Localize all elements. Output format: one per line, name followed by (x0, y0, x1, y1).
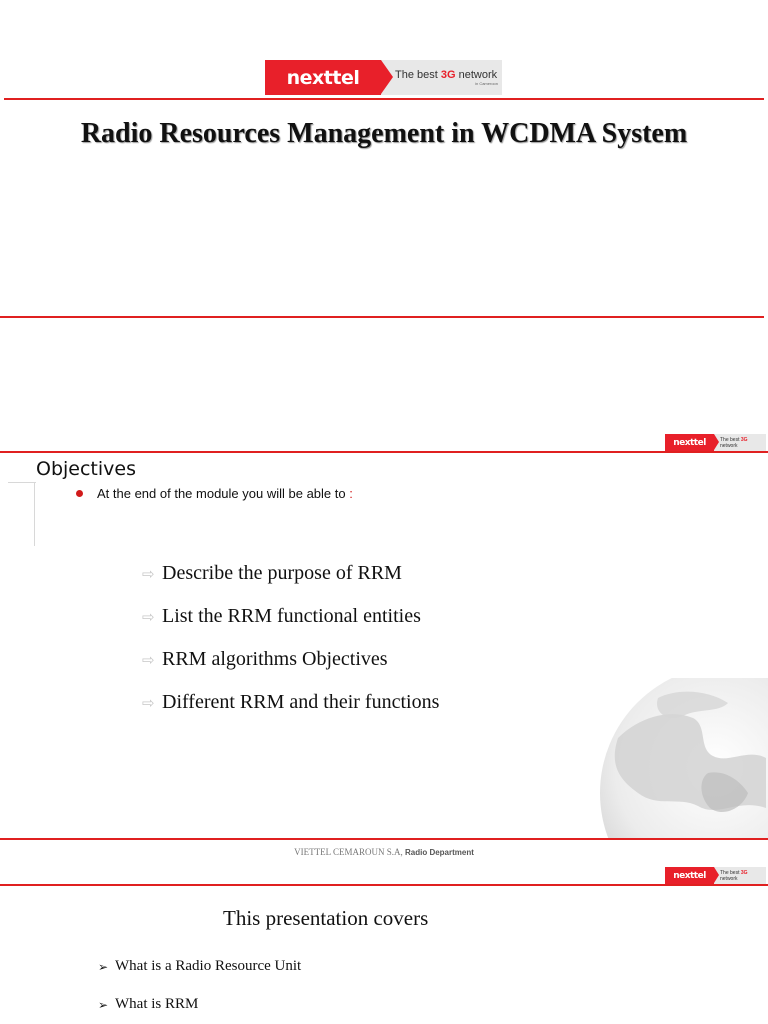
slide3-heading: This presentation covers (223, 906, 429, 930)
arrowhead-bullet-icon: ➢ (98, 997, 109, 1012)
slide2-top-rule (0, 451, 768, 453)
slide1-bottom-rule (0, 316, 764, 318)
hollow-arrow-icon: ⇨ (142, 564, 155, 583)
logo-arrow-shape (381, 60, 393, 94)
slide2-footer: VIETTEL CEMAROUN S.A, Radio Department (294, 847, 474, 857)
hollow-arrow-icon: ⇨ (142, 650, 155, 669)
logo-tagline: The best 3G network (395, 69, 498, 81)
slide2-bottom-rule (0, 838, 768, 840)
objective-item: ⇨ RRM algorithms Objectives (142, 648, 388, 670)
hollow-arrow-icon: ⇨ (142, 607, 155, 626)
logo-brand: nexttel (286, 66, 360, 89)
heading-side-rule (34, 482, 35, 546)
objective-item: ⇨ Different RRM and their functions (142, 691, 440, 713)
objective-item: ⇨ Describe the purpose of RRM (142, 562, 402, 584)
slide3-top-rule (0, 884, 768, 886)
nexttel-logo (265, 60, 502, 95)
cover-item: ➢ What is RRM (98, 996, 199, 1012)
objective-item: ⇨ List the RRM functional entities (142, 605, 421, 627)
nexttel-logo-small: nexttel The best 3G network (665, 867, 766, 884)
logo-subtagline: in Cameroon (475, 81, 498, 86)
nexttel-logo-small: nexttel The best 3G network (665, 434, 766, 451)
arrowhead-bullet-icon: ➢ (98, 959, 109, 974)
objectives-intro: At the end of the module you will be able to : (97, 486, 353, 501)
slide1-top-rule (4, 98, 764, 100)
objectives-heading: Objectives (36, 458, 136, 480)
slide1-title: Radio Resources Management in WCDMA System (80, 118, 688, 149)
cover-item: ➢ What is a Radio Resource Unit (98, 958, 302, 974)
globe-image (598, 678, 768, 840)
bullet-dot-icon (76, 490, 83, 497)
hollow-arrow-icon: ⇨ (142, 693, 155, 712)
heading-underline (8, 482, 36, 483)
